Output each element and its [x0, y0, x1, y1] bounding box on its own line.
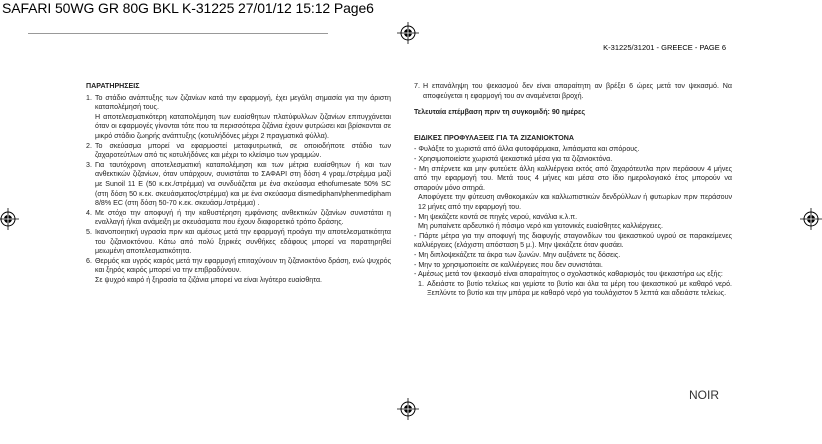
precaution-line: - Πάρτε μέτρα για την αποφυγή της διαφυγής σταγονιδίων του ψεκαστικού υγρού σε παρακείμενες καλλιέργειες (ελάχιστη απόσταση 5 μ.). Μην ψεκάζετε όταν φυσάει. — [414, 231, 732, 250]
note-item — [86, 209, 391, 228]
print-slug: SAFARI 50WG GR 80G BKL K-31225 27/01/12 15:12 Page6 — [2, 0, 374, 16]
note-item — [86, 228, 391, 257]
registration-mark-right-icon — [800, 208, 822, 230]
step-number: 1. — [418, 279, 424, 288]
note-number: 4. — [86, 208, 92, 217]
special-precautions-title: ΕΙΔΙΚΕΣ ΠΡΟΦΥΛΑΞΕΙΣ ΓΙΑ ΤΑ ΖΙΖΑΝΙΟΚΤΟΝΑ — [414, 133, 574, 142]
note-text: Το σκεύασμα μπορεί να εφαρμοστεί μεταφυτρωτικά, σε οποιοδήποτε στάδιο των ζαχαροτεύτλων από τις κοτυλήδόνες και μέχρι το κλείσιμο των γραμμών. — [95, 141, 391, 160]
top-rule — [28, 33, 328, 34]
precaution-line: - Μην το χρησιμοποιείτε σε καλλιέργειες που δεν συνιστάται. — [414, 260, 603, 269]
note-number: 5. — [86, 227, 92, 236]
precaution-line: - Μη σπέρνετε και μην φυτεύετε άλλη καλλιέργεια εκτός από ζαχαρότευτλα πριν περάσουν 4 μήνες από την εφαρμογή του. Μετά τους 4 μήνες και μέσα στο ίδιο ημερολογιακό έτος μπορούν να σπαρούν μόνο σιτηρά. — [414, 164, 732, 192]
precaution-line: - Μη διπλοψεκάζετε τα άκρα των ζωνών. Μην αυξάνετε τις δόσεις. — [414, 250, 621, 259]
precautions-column — [414, 82, 732, 299]
note-number: 2. — [86, 141, 92, 150]
note-number: 6. — [86, 256, 92, 265]
note-text: Σε ψυχρό καιρό ή ξηρασία τα ζιζάνια μπορεί να είναι λιγότερο ευαίσθητα. — [95, 275, 323, 284]
precaution-line: - Φυλάξτε το χωριστά από άλλα φυτοφάρμακα, λιπάσματα και σπόρους. — [414, 145, 640, 154]
registration-mark-top-icon — [397, 22, 419, 44]
note-text: Με στόχο την αποφυγή ή την καθυστέρηση εμφάνισης ανθεκτικών ζιζανίων συνιστάται η εναλλαγή ή/και ανάμειξη με σκευάσματα που έχουν διαφορετικό τρόπο δράσης. — [95, 208, 391, 227]
harvest-interval: Τελευταία επέμβαση πριν τη συγκομιδή: 90 ημέρες — [414, 108, 586, 117]
precaution-line: - Μη ψεκάζετε κοντά σε πηγές νερού, κανάλια κ.λ.π. — [414, 212, 578, 221]
step-text: Αδειάστε το βυτίο τελείως και γεμίστε το βυτίο και όλα τα μέρη του ψεκαστικού με καθαρό νερό. Ξεπλύντε το βυτίο και την μπάρα με καθαρό νερό για τουλάχιστον 5 λεπτά και αδειάστε τελείως. — [427, 279, 732, 298]
note-item — [86, 161, 391, 209]
cleaning-step — [414, 280, 732, 299]
note-text: Για ταυτόχρονη αποτελεσματική καταπολέμηση και των μέτρια ευαίσθητων ή και των ανθεκτικών ζιζανίων, όταν υπάρχουν, συνιστάται το ΣΑΦΑΡΙ στη δόση 4 γραμ./στρέμμα μαζί με Sunoil 11 E (50 κ.εκ./στρέμμα) να συνδυάζεται με ένα σκεύασμα ethofumesate 50% SC (στη δόση 50 κ.εκ. σκευάσματος/στρέμμα) και με ένα σκεύασμα dismedipham/phenmedipham 8/8% EC (στη δόση 50-70 κ.εκ. σκευάσμ./στρέμμα) . — [95, 160, 391, 208]
note-text: Το στάδιο ανάπτυξης των ζιζανίων κατά την εφαρμογή, έχει μεγάλη σημασία για την άριστη καταπολέμησή τους. — [95, 93, 391, 112]
note-item — [86, 257, 391, 286]
note-text: Η αποτελεσματικότερη καταπολέμηση των ευαίσθητων πλατύφυλλων ζιζανίων επιτυγχάνεται όταν οι εφαρμογές γίνονται τότε που τα περισσότερα ζιζάνια έχουν φυτρώσει και βρίσκονται σε μικρό στάδιο ζωηρής ανάπτυξης (κοτυλήδόνες μέχρι 2 πραγματικά φύλλα). — [95, 112, 391, 140]
note-text: Ικανοποιητική υγρασία πριν και αμέσως μετά την εφαρμογή προάγει την αποτελεσματικότητα του ζιζανιοκτόνου. Κάτω από πολύ ξηρικές συνθήκες εδάφους μπορεί να παρατηρηθεί μειωμένη αποτελεσματικότητα. — [95, 227, 391, 256]
precaution-line: - Αμέσως μετά τον ψεκασμό είναι απαραίτητος ο σχολαστικός καθαρισμός του ψεκαστήρα ως εξής: — [414, 270, 723, 279]
note-text: Η επανάληψη του ψεκασμού δεν είναι απαραίτητη αν βρέξει 6 ώρες μετά τον ψεκασμό. Να αποφεύγεται η εφαρμογή του αν αναμένεται βροχή. — [423, 82, 732, 100]
note-number: 1. — [86, 93, 92, 102]
note-item — [86, 142, 391, 161]
page-info: K-31225/31201 - GREECE - PAGE 6 — [603, 43, 726, 52]
precaution-line: - Χρησιμοποιείστε χωριστά ψεκαστικά μέσα για τα ζιζανιοκτόνα. — [414, 154, 613, 163]
note-text: Θερμός και υγρός καιρός μετά την εφαρμογή επιταχύνουν τη ζιζανιοκτόνο δράση, ενώ ψυχρός και ξηρός καιρός μπορεί να την επιβραδύνουν. — [95, 256, 391, 275]
notes-column — [86, 82, 391, 285]
precaution-line: Μη ρυπαίνετε αρδευτικό ή πόσιμο νερό και γειτονικές ευαίσθητες καλλιέργειες. — [418, 222, 663, 231]
note-item — [86, 94, 391, 142]
note-number: 7. — [414, 82, 420, 90]
color-separation-label: NOIR — [689, 388, 719, 402]
precaution-line: Αποφύγετε την φύτευση ανθοκομικών και καλλωπιστικών δενδρύλλων ή φυτωρίων πριν περάσουν 12 μήνες από την εφαρμογή του. — [418, 193, 732, 211]
note-number: 3. — [86, 160, 92, 169]
registration-mark-bottom-icon — [397, 398, 419, 420]
notes-title: ΠΑΡΑΤΗΡΗΣΕΙΣ — [86, 82, 140, 90]
note-item — [414, 82, 732, 101]
registration-mark-left-icon — [0, 208, 19, 230]
